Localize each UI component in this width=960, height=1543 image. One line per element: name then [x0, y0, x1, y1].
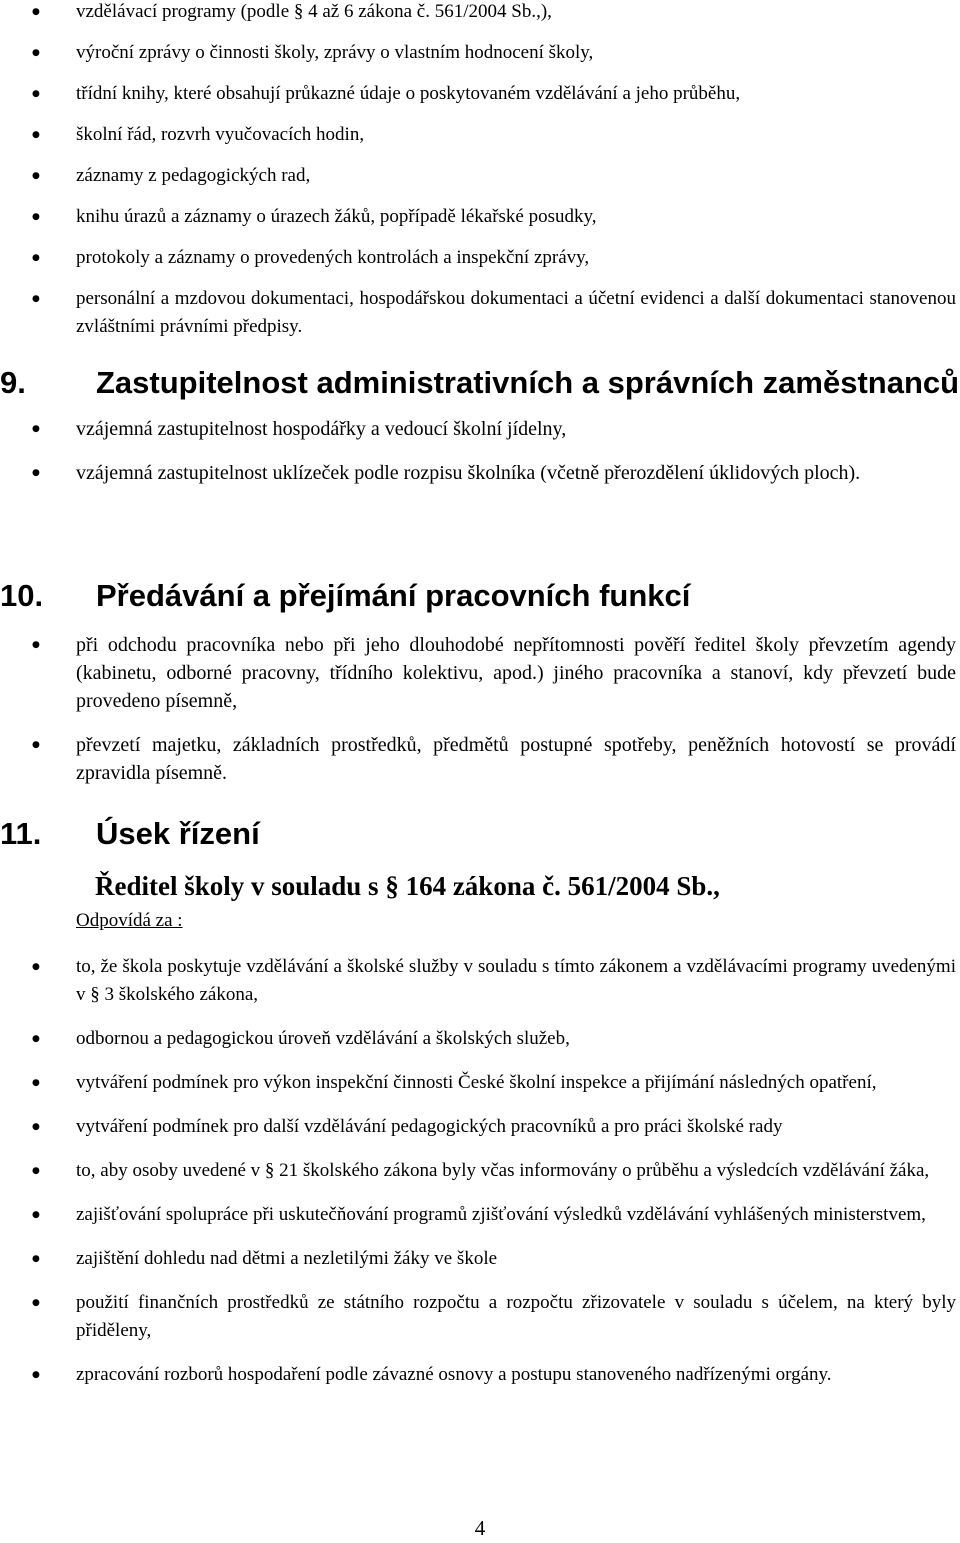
bullet-icon: ●	[32, 7, 40, 17]
section-heading	[0, 815, 960, 852]
list-item: ● to, že škola poskytuje vzdělávání a školské služby v souladu s tímto zákonem a vzdělávacími programy uvedenými v § 3 školského zákona,	[0, 953, 960, 1009]
bullet-icon: ●	[32, 424, 40, 434]
bullet-icon: ●	[32, 1078, 40, 1088]
list-item: ● použití finančních prostředků ze státního rozpočtu a rozpočtu zřizovatele v souladu s účelem, na který byly přiděleny,	[0, 1289, 960, 1345]
section-title: Zastupitelnost administrativních a správních zaměstnanců	[96, 365, 960, 400]
bullet-icon: ●	[32, 294, 40, 304]
list-item: ● vytváření podmínek pro výkon inspekční činnosti České školní inspekce a přijímání následných opatření,	[0, 1069, 960, 1097]
documentation-list	[0, 0, 960, 341]
bullet-icon: ●	[32, 1166, 40, 1176]
list-item: ● vzdělávací programy (podle § 4 až 6 zákona č. 561/2004 Sb.,),	[0, 0, 960, 26]
page-number: 4	[474, 1516, 486, 1540]
list-item: ● zajištění dohledu nad dětmi a nezletilými žáky ve škole	[0, 1245, 960, 1273]
bullet-icon: ●	[32, 130, 40, 140]
list-item: ● vzájemná zastupitelnost hospodářky a vedoucí školní jídelny,	[0, 415, 960, 443]
section-number: 10.	[0, 578, 44, 613]
list-item: ● výroční zprávy o činnosti školy, zprávy o vlastním hodnocení školy,	[0, 39, 960, 67]
list-item: ● třídní knihy, které obsahují průkazné údaje o poskytovaném vzdělávání a jeho průběhu,	[0, 80, 960, 108]
bullet-icon: ●	[32, 171, 40, 181]
section-number: 11.	[0, 816, 42, 851]
list-item: ● zpracování rozborů hospodaření podle závazné osnovy a postupu stanoveného nadřízenými orgány.	[0, 1361, 960, 1389]
list-item: ● školní řád, rozvrh vyučovacích hodin,	[0, 121, 960, 149]
list-item: ● knihu úrazů a záznamy o úrazech žáků, popřípadě lékařské posudky,	[0, 203, 960, 231]
bullet-icon: ●	[32, 1034, 40, 1044]
handover-list	[0, 631, 960, 787]
bullet-icon: ●	[32, 1298, 40, 1308]
section-title: Předávání a přejímání pracovních funkcí	[96, 578, 691, 613]
substitution-list	[0, 415, 960, 487]
bullet-icon: ●	[32, 468, 40, 478]
director-heading: Ředitel školy v souladu s § 164 zákona č. 561/2004 Sb.,	[95, 871, 720, 901]
section-heading	[0, 577, 960, 614]
list-item: ● to, aby osoby uvedené v § 21 školského zákona byly včas informovány o průběhu a výsledcích vzdělávání žáka,	[0, 1157, 960, 1185]
bullet-icon: ●	[32, 1254, 40, 1264]
list-item: ● vytváření podmínek pro další vzdělávání pedagogických pracovníků a pro práci školské rady	[0, 1113, 960, 1141]
list-item: ● vzájemná zastupitelnost uklízeček podle rozpisu školníka (včetně přerozdělení úklidových ploch).	[0, 459, 960, 487]
bullet-icon: ●	[32, 1370, 40, 1380]
bullet-icon: ●	[32, 48, 40, 58]
bullet-icon: ●	[32, 212, 40, 222]
list-item: ● zajišťování spolupráce při uskutečňování programů zjišťování výsledků vzdělávání vyhlášených ministerstvem,	[0, 1201, 960, 1229]
list-item: ● převzetí majetku, základních prostředků, předmětů postupné spotřeby, peněžních hotovostí se provádí zpravidla písemně.	[0, 731, 960, 787]
bullet-icon: ●	[32, 1210, 40, 1220]
responsible-label: Odpovídá za :	[76, 910, 183, 931]
bullet-icon: ●	[32, 1122, 40, 1132]
bullet-icon: ●	[32, 89, 40, 99]
list-item: ● při odchodu pracovníka nebo při jeho dlouhodobé nepřítomnosti pověří ředitel školy převzetím agendy (kabinetu, odborné pracovny, třídního kolektivu, apod.) jiného pracovníka a stanoví, kdy převzetí bude provedeno písemně,	[0, 631, 960, 715]
director-responsibilities-list	[0, 953, 960, 1389]
list-item: ● protokoly a záznamy o provedených kontrolách a inspekční zprávy,	[0, 244, 960, 272]
section-10	[0, 577, 960, 803]
list-item: ● záznamy z pedagogických rad,	[0, 162, 960, 190]
bullet-icon: ●	[32, 962, 40, 972]
section-heading	[0, 364, 960, 401]
list-item: ● odbornou a pedagogickou úroveň vzdělávání a školských služeb,	[0, 1025, 960, 1053]
section-9	[0, 364, 960, 503]
section-number: 9.	[0, 365, 26, 400]
bullet-icon: ●	[32, 740, 40, 750]
section-title: Úsek řízení	[96, 816, 260, 851]
list-item: ● personální a mzdovou dokumentaci, hospodářskou dokumentaci a účetní evidenci a další dokumentaci stanovenou zvláštními právními předpisy.	[0, 285, 960, 341]
bullet-icon: ●	[32, 253, 40, 263]
section-11	[0, 815, 960, 1405]
bullet-icon: ●	[32, 640, 40, 650]
